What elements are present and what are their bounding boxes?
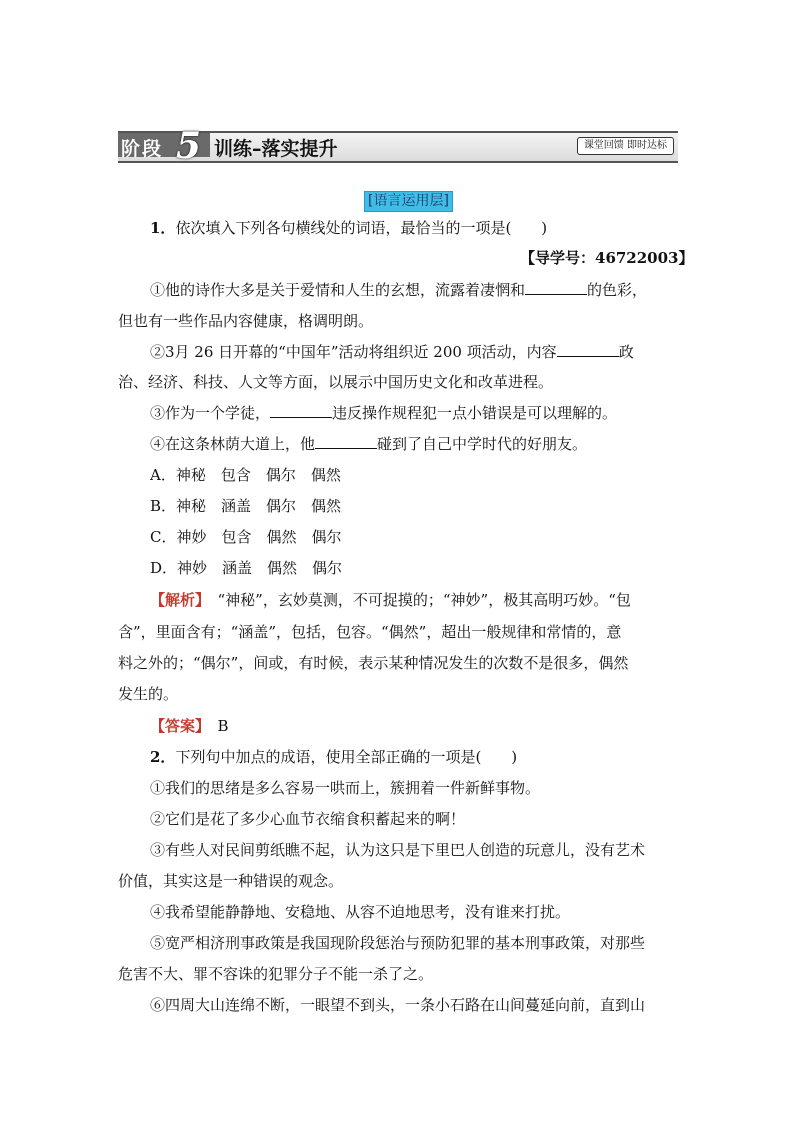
q1-s2-pre: ②3月 26 日开幕的“中国年”活动将组织近 200 项活动，内容: [150, 343, 557, 361]
q1-sentence-3: [150, 403, 617, 423]
q1-sentence-4: [150, 434, 587, 454]
answer-blank: [315, 434, 377, 449]
stage-title: 训练–落实提升: [214, 138, 338, 160]
stage-header: [118, 125, 678, 167]
q1-option-d: D．神妙 涵盖 偶然 偶尔: [150, 559, 343, 577]
q2-prompt: 下列句中加点的成语，使用全部正确的一项是( ): [175, 748, 518, 766]
analysis-text: “神秘”，玄妙莫测，不可捉摸的；“神妙”，极其高明巧妙。“包: [202, 591, 631, 609]
q1-number: 1．: [150, 219, 176, 237]
q2-number: 2．: [150, 748, 176, 766]
stage-word: 阶段: [121, 138, 164, 160]
q1-s2-post: 政: [618, 343, 634, 361]
q1-option-b: B．神秘 涵盖 偶尔 偶然: [150, 497, 342, 515]
q1-s1-pre: ①他的诗作大多是关于爱情和人生的玄想，流露着凄惘和: [150, 281, 526, 299]
stage-number: 5: [176, 125, 202, 167]
q1-sentence-1a: [150, 280, 647, 300]
q1-prompt-line: [150, 218, 547, 238]
q1-sentence-2a: [150, 342, 634, 362]
q1-analysis-line-2: 含”，里面含有；“涵盖”，包括，包容。“偶然”，超出一般规律和常情的，意: [118, 623, 622, 641]
q1-prompt: 依次填入下列各句横线处的词语，最恰当的一项是( ): [175, 219, 548, 237]
q1-analysis-line-3: 料之外的；“偶尔”，间或，有时候，表示某种情况发生的次数不是很多，偶然: [118, 654, 629, 672]
q2-sentence-5a: ⑤宽严相济刑事政策是我国现阶段惩治与预防犯罪的基本刑事政策，对那些: [150, 934, 646, 952]
q1-s3-post: 违反操作规程犯一点小错误是可以理解的。: [332, 404, 618, 422]
stage-badge: [118, 125, 210, 167]
q1-s4-pre: ④在这条林荫大道上，他: [150, 435, 316, 453]
analysis-label: 【解析】: [150, 591, 203, 609]
q2-sentence-3b: 价值，其实这是一种错误的观念。: [118, 872, 344, 890]
q2-sentence-2: ②它们是花了多少心血节衣缩食积蓄起来的啊！: [150, 810, 466, 828]
q1-option-a: A．神秘 包含 偶尔 偶然: [150, 466, 341, 484]
answer-value: B: [202, 717, 229, 735]
q1-option-c: C．神妙 包含 偶然 偶尔: [150, 528, 342, 546]
answer-blank: [525, 280, 587, 295]
q1-s3-pre: ③作为一个学徒，: [150, 404, 271, 422]
q1-analysis-line-4: 发生的。: [118, 685, 179, 703]
q2-sentence-4: ④我希望能静静地、安稳地、从容不迫地思考，没有谁来打扰。: [150, 903, 571, 921]
q2-sentence-1: ①我们的思绪是多么容易一哄而上，簇拥着一件新鲜事物。: [150, 779, 541, 797]
q1-analysis-line-1: [150, 590, 631, 610]
q2-sentence-3a: ③有些人对民间剪纸瞧不起，认为这只是下里巴人创造的玩意儿，没有艺术: [150, 841, 646, 859]
q1-s4-post: 碰到了自己中学时代的好朋友。: [377, 435, 588, 453]
q1-sentence-2b: 治、经济、科技、人文等方面，以展示中国历史文化和改革进程。: [118, 373, 554, 391]
stage-tag: 课堂回馈 即时达标: [577, 137, 674, 155]
q2-sentence-6a: ⑥四周大山连绵不断，一眼望不到头，一条小石路在山间蔓延向前，直到山: [150, 996, 646, 1014]
answer-blank: [557, 342, 619, 357]
section-tag: [语言运用层]: [364, 191, 453, 212]
answer-blank: [270, 403, 332, 418]
q2-prompt-line: [150, 747, 517, 767]
q1-sentence-1b: 但也有一些作品内容健康，格调明朗。: [118, 312, 374, 330]
q1-answer-line: [150, 716, 229, 736]
q1-guide-number: 【导学号：46722003】: [520, 249, 694, 267]
q1-s1-post: 的色彩，: [587, 281, 648, 299]
answer-label: 【答案】: [150, 717, 203, 735]
q2-sentence-5b: 危害不大、罪不容诛的犯罪分子不能一杀了之。: [118, 965, 434, 983]
